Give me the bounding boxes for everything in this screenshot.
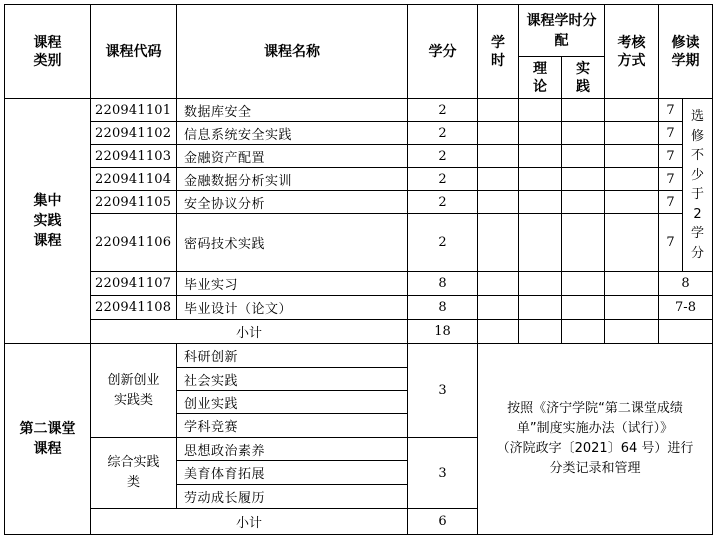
course-code: 220941105 xyxy=(91,191,177,214)
table-row xyxy=(5,122,713,145)
course-credits: 2 xyxy=(408,191,478,214)
header-category: 课程 类别 xyxy=(5,5,91,99)
table-row xyxy=(5,296,713,320)
elective-note: 选修不少于2学分 xyxy=(683,99,713,272)
course-code: 220941106 xyxy=(91,214,177,272)
course-semester: 7 xyxy=(659,191,683,214)
course-code: 220941103 xyxy=(91,145,177,168)
header-distribution: 课程学时分配 xyxy=(519,5,605,57)
course-code: 220941104 xyxy=(91,168,177,191)
header-credits: 学分 xyxy=(408,5,478,99)
group-innovation-label: 创新创业 实践类 xyxy=(91,344,177,438)
course-code: 220941108 xyxy=(91,296,177,320)
course-name: 金融资产配置 xyxy=(177,145,408,168)
course-name: 安全协议分析 xyxy=(177,191,408,214)
course-semester: 7 xyxy=(659,214,683,272)
header-hours: 学 时 xyxy=(478,5,519,99)
subtotal-label: 小计 xyxy=(91,509,408,535)
header-practice: 实 践 xyxy=(562,57,605,99)
header-semester: 修读 学期 xyxy=(659,5,713,99)
activity-item: 社会实践 xyxy=(177,368,408,391)
course-credits: 2 xyxy=(408,99,478,122)
course-semester: 8 xyxy=(659,272,713,296)
table-row xyxy=(5,168,713,191)
activity-item: 创业实践 xyxy=(177,391,408,414)
course-name: 信息系统安全实践 xyxy=(177,122,408,145)
course-credits: 2 xyxy=(408,145,478,168)
course-semester: 7-8 xyxy=(659,296,713,320)
subtotal-label: 小计 xyxy=(91,320,408,344)
activity-item: 学科竞赛 xyxy=(177,414,408,438)
group-credits: 3 xyxy=(408,438,478,509)
course-name: 金融数据分析实训 xyxy=(177,168,408,191)
course-name: 数据库安全 xyxy=(177,99,408,122)
section1-category: 集中 实践 课程 xyxy=(5,99,91,344)
section2-category: 第二课堂 课程 xyxy=(5,344,91,535)
subtotal-credits: 18 xyxy=(408,320,478,344)
header-assessment: 考核 方式 xyxy=(605,5,659,99)
course-code: 220941102 xyxy=(91,122,177,145)
activity-item: 科研创新 xyxy=(177,344,408,368)
table-row xyxy=(5,272,713,296)
subtotal-row xyxy=(5,320,713,344)
course-semester: 7 xyxy=(659,99,683,122)
course-credits: 8 xyxy=(408,296,478,320)
header-name: 课程名称 xyxy=(177,5,408,99)
header-code: 课程代码 xyxy=(91,5,177,99)
course-code: 220941107 xyxy=(91,272,177,296)
table-row xyxy=(5,191,713,214)
course-table xyxy=(4,4,713,535)
header-theory: 理 论 xyxy=(519,57,562,99)
record-note: 按照《济宁学院“第二课堂成绩 单”制度实施办法（试行）》 （济院政字〔2021〕64 号）进行 分类记录和管理 xyxy=(478,344,713,535)
course-semester: 7 xyxy=(659,168,683,191)
course-credits: 2 xyxy=(408,214,478,272)
course-semester: 7 xyxy=(659,122,683,145)
group-credits: 3 xyxy=(408,344,478,438)
table-row xyxy=(5,99,713,122)
table-row xyxy=(5,214,713,272)
course-name: 毕业实习 xyxy=(177,272,408,296)
subtotal-credits: 6 xyxy=(408,509,478,535)
course-code: 220941101 xyxy=(91,99,177,122)
activity-item: 思想政治素养 xyxy=(177,438,408,461)
activity-item: 美育体育拓展 xyxy=(177,461,408,485)
course-name: 密码技术实践 xyxy=(177,214,408,272)
course-credits: 2 xyxy=(408,168,478,191)
course-credits: 8 xyxy=(408,272,478,296)
table-row xyxy=(5,344,713,368)
course-semester: 7 xyxy=(659,145,683,168)
group-comprehensive-label: 综合实践 类 xyxy=(91,438,177,509)
table-row xyxy=(5,145,713,168)
activity-item: 劳动成长履历 xyxy=(177,485,408,509)
course-credits: 2 xyxy=(408,122,478,145)
course-name: 毕业设计（论文） xyxy=(177,296,408,320)
